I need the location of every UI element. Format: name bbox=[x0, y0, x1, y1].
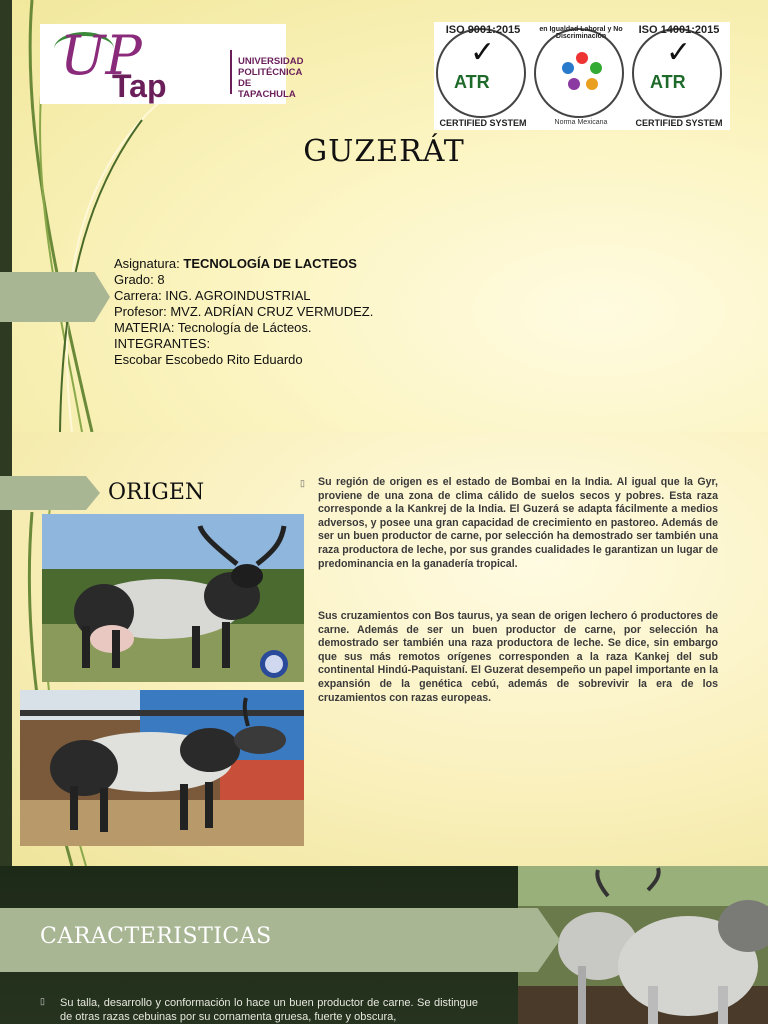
seal-bottom-text: CERTIFIED SYSTEM bbox=[439, 118, 527, 128]
slide-title bbox=[0, 0, 768, 432]
info-line-subject: Asignatura: TECNOLOGÍA DE LACTEOS bbox=[114, 256, 357, 271]
info-line-grade: Grado: 8 bbox=[114, 272, 165, 287]
logo-divider bbox=[230, 50, 232, 94]
section-title: CARACTERISTICAS bbox=[40, 924, 272, 949]
bullet-icon: ▯ bbox=[300, 478, 305, 488]
seal-bottom-text: CERTIFIED SYSTEM bbox=[635, 118, 723, 128]
info-line-career: Carrera: ING. AGROINDUSTRIAL bbox=[114, 288, 311, 303]
bullet-icon: ▯ bbox=[40, 996, 45, 1006]
seal-top-text: en Igualdad Laboral y No Discriminación bbox=[539, 26, 623, 40]
info-line-student: Escobar Escobedo Rito Eduardo bbox=[114, 352, 303, 367]
caracteristicas-paragraph: Su talla, desarrollo y conformación lo hace un buen productor de carne. Se distingue de otras razas cebuinas por su cornamenta gruesa, fuerte y obscura, bbox=[60, 997, 478, 1023]
logo-wordmark: Tap bbox=[112, 68, 167, 104]
origen-paragraph-1: Su región de origen es el estado de Bombai en la India. Al igual que la Gyr, proviene de una zona de clima cálido de suelos secos y pobres. Esta raza corresponde a la Kankrej de la India. El Guzerá se adapta fácilmente a medios adversos, y posee una gran capacidad de crecimiento en pastoreo. Además de ser un buen productor de carne, por selección ha demostrado ser también una raza productora de leche, por sus grandes cualidades le garantizan un lugar de predominancia en la ganadería tropical. bbox=[318, 476, 718, 570]
people-circle-icon bbox=[562, 52, 602, 92]
cow-photo-barn bbox=[20, 690, 304, 846]
check-icon: ✓ bbox=[470, 36, 496, 69]
norma-mexicana-seal bbox=[534, 24, 628, 128]
arrow-decoration bbox=[0, 476, 100, 510]
left-dark-bar bbox=[0, 0, 12, 432]
logo-mark: UP bbox=[60, 24, 142, 87]
seal-top-text: ISO 9001:2015 bbox=[445, 24, 521, 36]
page-title: GUZERÁT bbox=[303, 134, 465, 169]
iso-14001-seal bbox=[632, 24, 726, 128]
certification-seals bbox=[434, 22, 730, 130]
info-line-integrantes: INTEGRANTES: bbox=[114, 336, 211, 351]
course-info bbox=[114, 256, 373, 368]
slide-caracteristicas bbox=[0, 866, 768, 1024]
arrow-decoration bbox=[0, 272, 110, 322]
logo-institution: UNIVERSIDAD POLITÉCNICA DE TAPACHULA bbox=[238, 56, 304, 100]
seal-bottom-text: Norma Mexicana bbox=[554, 119, 608, 126]
check-icon: ✓ bbox=[666, 36, 692, 69]
slide-origen bbox=[0, 432, 768, 866]
section-title: ORIGEN bbox=[108, 480, 205, 505]
iso-9001-seal bbox=[436, 24, 530, 128]
info-line-professor: Profesor: MVZ. ADRÍAN CRUZ VERMUDEZ. bbox=[114, 304, 374, 319]
uptap-logo bbox=[40, 24, 304, 104]
seal-brand: ATR bbox=[650, 72, 686, 92]
cow-photo-field bbox=[42, 514, 304, 682]
seal-top-text: ISO 14001:2015 bbox=[638, 24, 720, 36]
info-line-materia: MATERIA: Tecnología de Lácteos. bbox=[114, 320, 312, 335]
origen-paragraph-2: Sus cruzamientos con Bos taurus, ya sean de origen lechero ó productores de carne. Además de ser un buen productor de carne, por selección ha demostrado ser también una raza productora de leche. Se dice, sin embargo que sus más remotos orígenes corresponden a la raza Kankej del sub continental Hindú-Paquistaní. El Guzerat desempeño un papel importante en la expansión de la genética cebú, además de sobrevivir la era de los cruzamientos con razas europeas. bbox=[318, 610, 718, 704]
seal-brand: ATR bbox=[454, 72, 490, 92]
